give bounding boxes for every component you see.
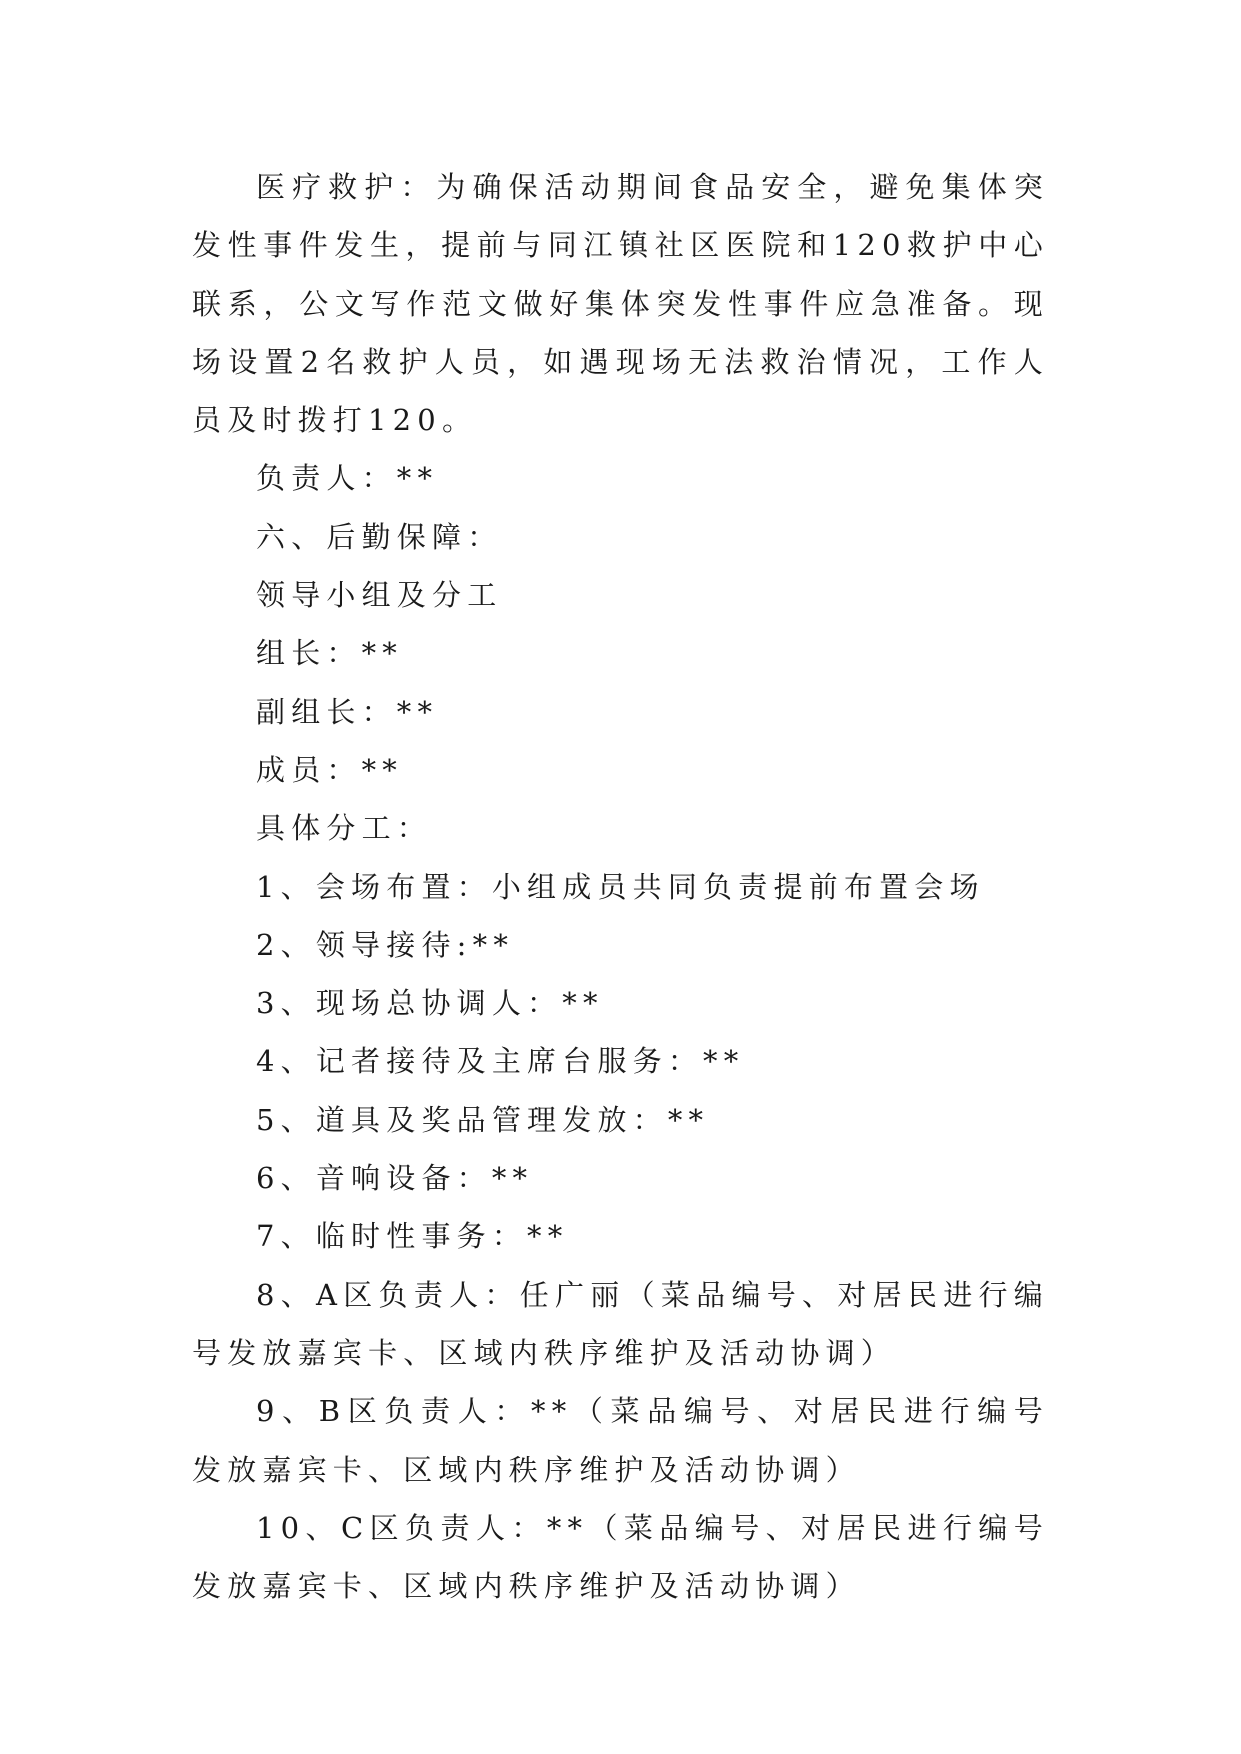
list-item-zone-a: 8、A区负责人：任广丽（菜品编号、对居民进行编号发放嘉宾卡、区域内秩序维护及活动协调） xyxy=(192,1277,1049,1370)
list-item-zone-b: 9、B区负责人：**（菜品编号、对居民进行编号发放嘉宾卡、区域内秩序维护及活动协调） xyxy=(192,1394,1049,1487)
paragraph-members: 成员：** xyxy=(256,752,404,787)
list-item-props-prizes: 5、道具及奖品管理发放：** xyxy=(256,1102,710,1137)
list-item-press-reception: 4、记者接待及主席台服务：** xyxy=(256,1044,745,1079)
paragraph-group-leader: 组长：** xyxy=(256,636,404,671)
paragraph-medical-rescue: 医疗救护：为确保活动期间食品安全，避免集体突发性事件发生，提前与同江镇社区医院和120救护中心联系，公文写作范文做好集体突发性事件应急准备。现场设置2名救护人员，如遇现场无法救治情况，工作人员及时拨打120。 xyxy=(192,170,1049,438)
list-item-site-coordinator: 3、现场总协调人：** xyxy=(256,986,604,1021)
paragraph-leadership-group: 领导小组及分工 xyxy=(256,578,503,613)
list-item-leader-reception: 2、领导接待:** xyxy=(256,927,515,962)
paragraph-deputy-leader: 副组长：** xyxy=(256,694,439,729)
list-item-audio-equipment: 6、音响设备：** xyxy=(256,1161,534,1196)
list-item-venue-setup: 1、会场布置：小组成员共同负责提前布置会场 xyxy=(256,869,985,904)
list-item-temporary-affairs: 7、临时性事务：** xyxy=(256,1219,569,1254)
list-item-zone-c: 10、C区负责人：**（菜品编号、对居民进行编号发放嘉宾卡、区域内秩序维护及活动协调） xyxy=(192,1510,1049,1604)
document-page xyxy=(192,158,1049,1615)
section-heading-logistics: 六、后勤保障： xyxy=(256,519,503,554)
paragraph-division-of-labor: 具体分工： xyxy=(256,811,433,846)
paragraph-person-in-charge: 负责人：** xyxy=(256,461,439,496)
